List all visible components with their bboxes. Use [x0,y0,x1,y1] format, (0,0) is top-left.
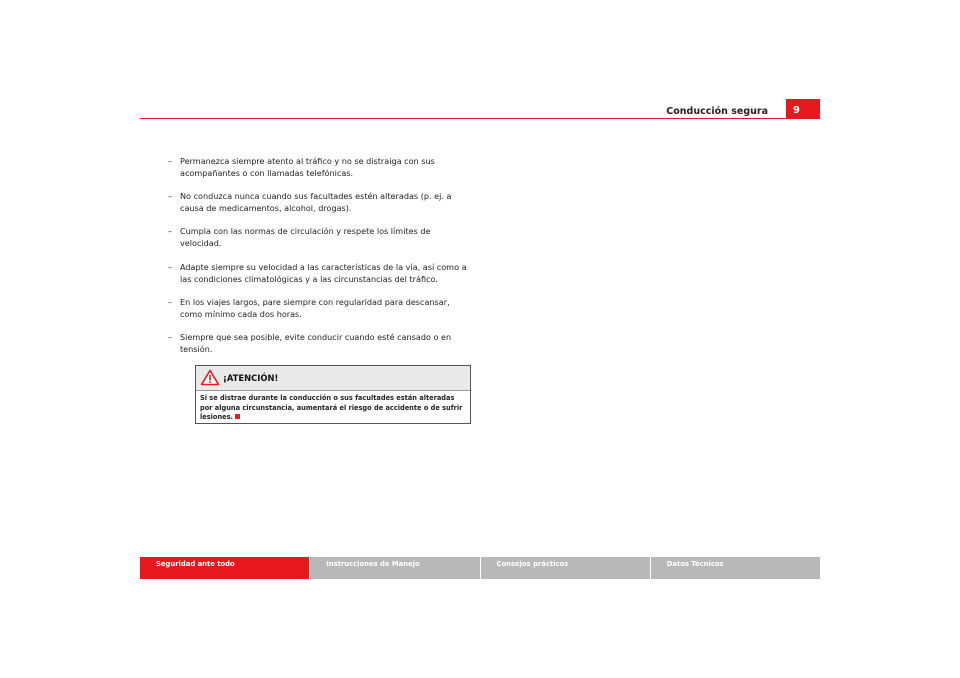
list-item [168,331,473,355]
section-title: Conducción segura [666,106,768,117]
warning-body-text: Si se distrae durante la conducción o sus facultades están alteradas por alguna circunstancia, aumentará el riesgo de accidente o de sufrir lesiones. [200,394,463,422]
bullet-dash: – [168,296,173,307]
list-item [168,261,473,285]
list-item-text: Siempre que sea posible, evite conducir cuando esté cansado o en tensión. [180,331,452,355]
warning-header [196,366,470,391]
warning-box [195,365,471,424]
bullet-dash: – [168,261,173,272]
bullet-dash: – [168,331,173,342]
header-divider [140,118,820,119]
bullet-dash: – [168,226,173,237]
list-item-text: Cumpla con las normas de circulación y respete los límites de velocidad. [180,226,431,249]
warning-title: ¡ATENCIÓN! [223,373,279,383]
list-item-text: No conduzca nunca cuando sus facultades estén alteradas (p. ej. a causa de medicamentos, alcohol, drogas). [180,191,452,214]
footer-tab-consejos[interactable]: Consejos prácticos [481,557,650,579]
end-of-section-icon [235,414,240,419]
footer-tab-instrucciones[interactable]: Instrucciones de Manejo [310,557,479,579]
warning-text [196,391,470,423]
footer-tab-seguridad[interactable]: Seguridad ante todo [140,557,309,579]
list-item [168,225,473,249]
footer-tab-datos[interactable]: Datos Técnicos [651,557,820,579]
footer-navigation [140,557,820,579]
list-item-text: Permanezca siempre atento al tráfico y no se distraiga con sus acompañantes o con llamadas telefónicas. [180,156,435,179]
list-item [168,190,473,214]
bullet-dash: – [168,191,173,202]
list-item-text: En los viajes largos, pare siempre con regularidad para descansar, como mínimo cada dos horas. [180,296,450,319]
list-item [168,155,473,179]
list-item [168,296,473,320]
bullet-dash: – [168,156,173,166]
instruction-list [168,155,473,366]
page-number: 9 [786,99,820,119]
list-item-text: Adapte siempre su velocidad a las características de la vía, así como a las condiciones climatológicas y a las circunstancias del tráfico. [180,261,467,284]
warning-triangle-icon [200,369,220,386]
